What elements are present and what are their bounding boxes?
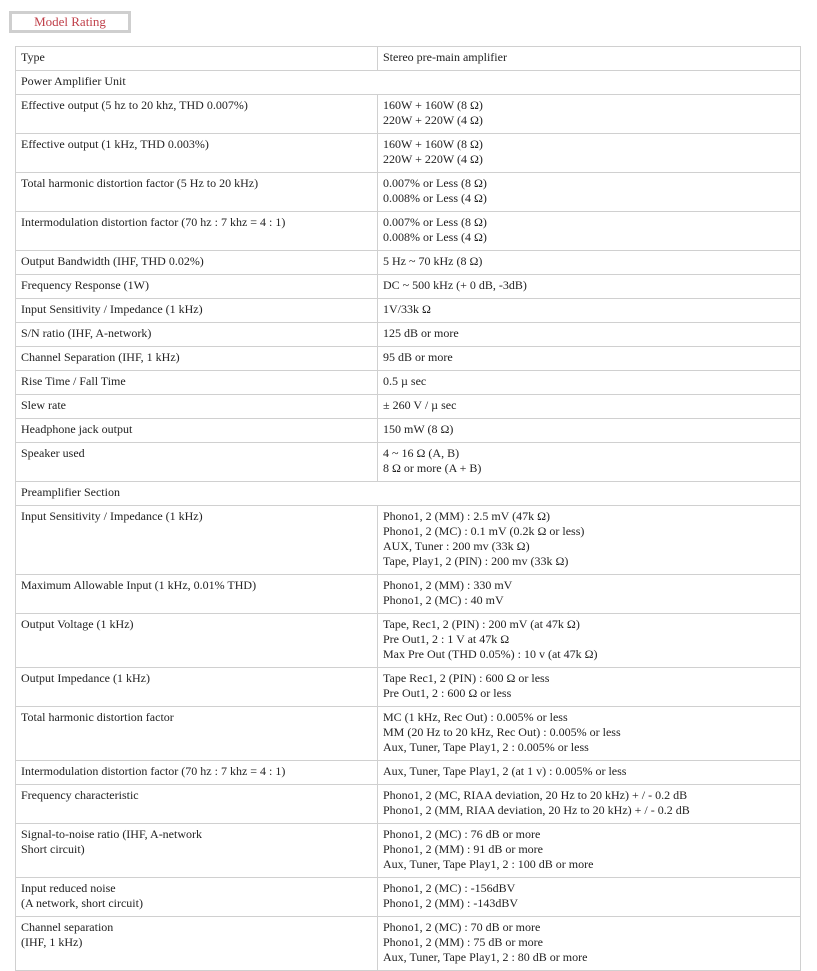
spec-value-line: 0.007% or Less (8 Ω) [383,176,487,190]
spec-value-line: Max Pre Out (THD 0.05%) : 10 v (at 47k Ω) [383,647,598,661]
spec-value-line: Phono1, 2 (MM) : 2.5 mV (47k Ω) [383,509,551,523]
spec-label-line: Rise Time / Fall Time [21,374,126,388]
section-title: Preamplifier Section [16,482,801,506]
spec-label-cell [16,47,378,71]
spec-value-cell [378,707,801,761]
section-header-row [16,482,801,506]
spec-value-cell [378,95,801,134]
spec-label-line: (IHF, 1 kHz) [21,935,83,949]
spec-value-cell [378,668,801,707]
spec-table [15,46,801,971]
spec-value-cell [378,212,801,251]
spec-row [16,917,801,971]
spec-value-line: Aux, Tuner, Tape Play1, 2 (at 1 v) : 0.005% or less [383,764,627,778]
section-title: Power Amplifier Unit [16,71,801,95]
spec-label-cell [16,395,378,419]
spec-value-cell [378,251,801,275]
spec-value-line: Phono1, 2 (MM) : 91 dB or more [383,842,543,856]
spec-value-line: 0.008% or Less (4 Ω) [383,230,487,244]
spec-value-line: Aux, Tuner, Tape Play1, 2 : 100 dB or more [383,857,594,871]
spec-row [16,785,801,824]
spec-value-line: Phono1, 2 (MM) : 330 mV [383,578,513,592]
spec-value-line: Phono1, 2 (MM) : -143dBV [383,896,519,910]
spec-label-cell [16,212,378,251]
spec-label-cell [16,134,378,173]
spec-label-line: (A network, short circuit) [21,896,143,910]
spec-label-cell [16,707,378,761]
spec-row [16,707,801,761]
spec-label-line: Headphone jack output [21,422,133,436]
spec-value-line: Phono1, 2 (MM) : 75 dB or more [383,935,543,949]
spec-value-cell [378,878,801,917]
spec-value-line: Aux, Tuner, Tape Play1, 2 : 0.005% or less [383,740,589,754]
spec-value-line: 0.5 µ sec [383,374,427,388]
spec-value-cell [378,299,801,323]
spec-label-line: Effective output (5 hz to 20 khz, THD 0.007%) [21,98,248,112]
spec-value-line: MC (1 kHz, Rec Out) : 0.005% or less [383,710,568,724]
spec-label-cell [16,761,378,785]
spec-label-cell [16,419,378,443]
spec-row [16,506,801,575]
spec-label-line: Output Voltage (1 kHz) [21,617,134,631]
spec-value-line: Phono1, 2 (MC, RIAA deviation, 20 Hz to 20 kHz) + / - 0.2 dB [383,788,688,802]
spec-row [16,878,801,917]
spec-label-cell [16,878,378,917]
spec-row [16,251,801,275]
spec-value-line: Phono1, 2 (MC) : 76 dB or more [383,827,541,841]
spec-row [16,173,801,212]
spec-value-line: 220W + 220W (4 Ω) [383,113,483,127]
spec-value-line: AUX, Tuner : 200 mv (33k Ω) [383,539,530,553]
spec-value-line: Phono1, 2 (MC) : 40 mV [383,593,504,607]
spec-value-cell [378,395,801,419]
spec-value-cell [378,419,801,443]
spec-value-line: 4 ~ 16 Ω (A, B) [383,446,460,460]
spec-value-line: 160W + 160W (8 Ω) [383,98,483,112]
spec-label-cell [16,299,378,323]
spec-label-line: Input Sensitivity / Impedance (1 kHz) [21,509,203,523]
spec-value-line: 1V/33k Ω [383,302,431,316]
spec-value-line: MM (20 Hz to 20 kHz, Rec Out) : 0.005% or less [383,725,621,739]
spec-label-line: Output Impedance (1 kHz) [21,671,150,685]
spec-label-cell [16,323,378,347]
spec-value-line: Tape Rec1, 2 (PIN) : 600 Ω or less [383,671,550,685]
spec-label-cell [16,614,378,668]
spec-label-cell [16,251,378,275]
spec-value-cell [378,614,801,668]
spec-value-line: DC ~ 500 kHz (+ 0 dB, -3dB) [383,278,527,292]
spec-value-cell [378,371,801,395]
spec-value-line: 8 Ω or more (A + B) [383,461,482,475]
spec-label-cell [16,95,378,134]
spec-row [16,575,801,614]
spec-label-line: Frequency Response (1W) [21,278,149,292]
spec-label-line: Total harmonic distortion factor (5 Hz to 20 kHz) [21,176,259,190]
spec-value-cell [378,575,801,614]
spec-row [16,95,801,134]
spec-label-cell [16,785,378,824]
spec-label-line: Frequency characteristic [21,788,139,802]
spec-value-line: Phono1, 2 (MC) : 70 dB or more [383,920,541,934]
model-rating-tab[interactable]: Model Rating [34,14,106,29]
spec-label-line: Input reduced noise [21,881,116,895]
spec-label-line: Short circuit) [21,842,85,856]
spec-label-line: Input Sensitivity / Impedance (1 kHz) [21,302,203,316]
spec-label-line: Intermodulation distortion factor (70 hz : 7 khz = 4 : 1) [21,215,286,229]
spec-value-line: 5 Hz ~ 70 kHz (8 Ω) [383,254,483,268]
spec-label-line: Output Bandwidth (IHF, THD 0.02%) [21,254,204,268]
spec-value-cell [378,347,801,371]
spec-value-cell [378,275,801,299]
spec-row [16,323,801,347]
spec-label-line: Channel Separation (IHF, 1 kHz) [21,350,180,364]
section-header-row [16,71,801,95]
spec-row [16,668,801,707]
spec-label-cell [16,173,378,212]
spec-value-cell [378,173,801,212]
spec-label-cell [16,575,378,614]
spec-row [16,275,801,299]
spec-label-line: S/N ratio (IHF, A-network) [21,326,152,340]
spec-label-line: Type [21,50,45,64]
spec-label-line: Speaker used [21,446,85,460]
spec-row [16,212,801,251]
spec-label-cell [16,443,378,482]
spec-value-line: Stereo pre-main amplifier [383,50,507,64]
spec-row [16,47,801,71]
spec-label-cell [16,917,378,971]
spec-value-cell [378,506,801,575]
spec-value-line: 160W + 160W (8 Ω) [383,137,483,151]
spec-value-line: Pre Out1, 2 : 600 Ω or less [383,686,512,700]
spec-value-cell [378,761,801,785]
spec-value-line: 220W + 220W (4 Ω) [383,152,483,166]
spec-value-cell [378,785,801,824]
spec-label-cell [16,668,378,707]
spec-row [16,761,801,785]
spec-value-cell [378,134,801,173]
spec-row [16,443,801,482]
spec-value-line: Tape, Rec1, 2 (PIN) : 200 mV (at 47k Ω) [383,617,580,631]
spec-value-line: 150 mW (8 Ω) [383,422,454,436]
spec-label-line: Channel separation [21,920,114,934]
spec-label-line: Signal-to-noise ratio (IHF, A-network [21,827,203,841]
spec-value-cell [378,443,801,482]
spec-value-line: Phono1, 2 (MC) : 0.1 mV (0.2k Ω or less) [383,524,585,538]
spec-value-line: 0.008% or Less (4 Ω) [383,191,487,205]
spec-row [16,347,801,371]
spec-label-line: Slew rate [21,398,66,412]
spec-value-cell [378,824,801,878]
spec-row [16,134,801,173]
spec-table-body [16,47,801,971]
spec-label-line: Total harmonic distortion factor [21,710,174,724]
spec-value-line: Aux, Tuner, Tape Play1, 2 : 80 dB or more [383,950,588,964]
spec-label-cell [16,824,378,878]
spec-value-cell [378,47,801,71]
spec-row [16,299,801,323]
spec-value-line: Pre Out1, 2 : 1 V at 47k Ω [383,632,510,646]
spec-value-line: Phono1, 2 (MC) : -156dBV [383,881,516,895]
spec-row [16,419,801,443]
spec-label-line: Intermodulation distortion factor (70 hz : 7 khz = 4 : 1) [21,764,286,778]
spec-row [16,614,801,668]
spec-row [16,395,801,419]
spec-label-line: Effective output (1 kHz, THD 0.003%) [21,137,209,151]
model-rating-tab-frame [9,11,131,33]
spec-value-cell [378,323,801,347]
spec-row [16,824,801,878]
spec-value-line: 0.007% or Less (8 Ω) [383,215,487,229]
spec-value-line: Phono1, 2 (MM, RIAA deviation, 20 Hz to 20 kHz) + / - 0.2 dB [383,803,690,817]
spec-label-cell [16,506,378,575]
spec-value-line: 125 dB or more [383,326,459,340]
spec-row [16,371,801,395]
spec-value-line: Tape, Play1, 2 (PIN) : 200 mv (33k Ω) [383,554,569,568]
spec-value-line: ± 260 V / µ sec [383,398,457,412]
spec-label-line: Maximum Allowable Input (1 kHz, 0.01% THD) [21,578,257,592]
spec-value-line: 95 dB or more [383,350,453,364]
spec-label-cell [16,347,378,371]
spec-label-cell [16,275,378,299]
spec-label-cell [16,371,378,395]
spec-value-cell [378,917,801,971]
